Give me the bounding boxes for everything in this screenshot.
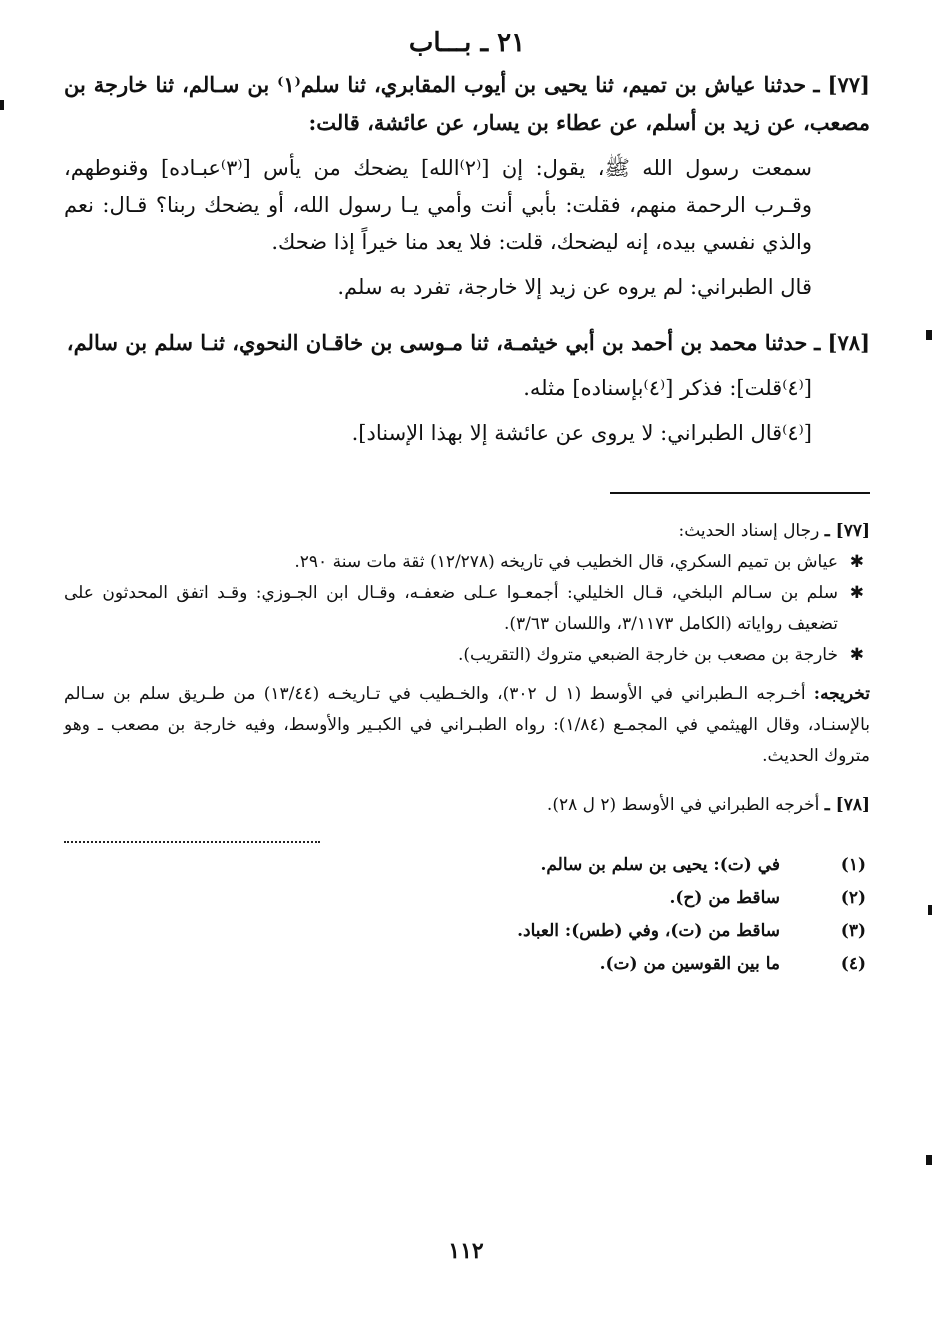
hadith-78-line2: [⁽٤⁾قال الطبراني: لا يروى عن عائشة إلا بهذا الإسناد]. [351, 421, 812, 445]
variant-note-number: (٤) [840, 954, 866, 974]
variant-note [64, 882, 870, 915]
hadith-isnad-text: حدثنا عياش بن تميم، ثنا يحيى بن أيوب المقابري، ثنا سلم⁽١⁾ بن سـالم، ثنا خارجة بن مصعب، عن زيد بن أسلم، عن عطاء بن يسار، عن عائشة، قالت: [64, 72, 870, 135]
footnote-heading-text: رجال إسناد الحديث: [678, 521, 820, 541]
footnote-78-text: أخرجه الطبراني في الأوسط (٢ ل ٢٨). [546, 795, 820, 815]
variant-note-text: ساقط من (ح). [669, 888, 780, 908]
variant-note [64, 948, 870, 981]
margin-mark [0, 100, 4, 110]
hadith-78-isnad [64, 324, 870, 362]
variant-note-text: ساقط من (ت)، وفي (طس): العباد. [517, 921, 780, 941]
margin-mark [926, 1155, 932, 1165]
variant-note-text: ما بين القوسين من (ت). [599, 954, 780, 974]
footnote-number: [٧٧] ـ [824, 521, 870, 541]
variant-note [64, 915, 870, 948]
footnote-bullet [64, 547, 870, 578]
takhrij-text: أخـرجه الـطبراني في الأوسط (١ ل ٣٠٢)، والخـطيب في تـاريخـه (١٣/٤٤) من طـريق سلم بن سـالم بالإسنـاد، وقال الهيثمي في المجمـع (١/٨٤): رواه الطبـراني في الكبـير والأوسط، وفيه خارجة بن مصعب ـ وهو متروك الحديث. [64, 684, 870, 766]
footnote-takhrij [64, 679, 870, 772]
chapter-title: ٢١ ـ بـــاب [408, 28, 526, 58]
bullet-text: سلم بن سـالم البلخي، قـال الخليلي: أجمعـوا عـلى ضعفـه، وقـال ابن الجـوزي: وقـد اتفق المحدثون على تضعيف رواياته (الكامل ٣/١١٧٣، واللسان ٣/٦٣). [64, 583, 838, 634]
variant-note-number: (٣) [840, 921, 866, 941]
variant-notes-separator [64, 841, 320, 843]
hadith-isnad-text: حدثنا محمد بن أحمد بن أبي خيثمـة، ثنا مـوسى بن خاقـان النحوي، ثنـا سلم بن سالم، [66, 330, 808, 355]
hadith-number: [٧٨] ـ [814, 330, 870, 355]
bullet-icon: ✱ [849, 552, 864, 572]
footnote-number: [٧٨] ـ [824, 795, 870, 815]
takhrij-label: تخريجه: [813, 684, 870, 704]
margin-mark [928, 905, 932, 915]
bullet-icon: ✱ [849, 583, 864, 603]
footnote-77-heading [64, 516, 870, 547]
hadith-77-matn: سمعت رسول الله ﷺ، يقول: إن [⁽٢⁾الله] يضحك من يأس [⁽٣⁾عبـاده] وقنوطهم، وقـرب الرحمة منهم، فقلت: بأبي أنت وأمي يـا رسول الله، أو يضحك ربنا؟ قـال: نعم والذي نفسي بيده، إنه ليضحك، قلت: فلا يعد منا خيراً إذا ضحك. [64, 156, 812, 254]
hadith-78-line1: [⁽٤⁾قلت]: فذكر [⁽٤⁾بإسناده] مثله. [523, 376, 812, 400]
bullet-text: عياش بن تميم السكري، قال الخطيب في تاريخه (١٢/٢٧٨) ثقة مات سنة ٢٩٠. [294, 552, 838, 572]
bullet-text: خارجة بن مصعب بن خارجة الضبعي متروك (التقريب). [457, 645, 838, 665]
variant-note-number: (٢) [840, 888, 866, 908]
variant-note-number: (١) [840, 855, 866, 875]
hadith-77-tabarani-note: قال الطبراني: لم يروه عن زيد إلا خارجة، تفرد به سلم. [337, 275, 812, 299]
variant-note [64, 849, 870, 882]
footnote-78 [64, 790, 870, 821]
hadith-77-isnad [64, 66, 870, 142]
page-number: ١١٢ [448, 1238, 484, 1264]
hadith-number: [٧٧] ـ [813, 72, 870, 97]
footnote-bullet [64, 578, 870, 640]
bullet-icon: ✱ [849, 645, 864, 665]
page-body [64, 28, 870, 981]
variant-note-text: في (ت): يحيى بن سلم بن سالم. [540, 855, 780, 875]
footnote-bullet [64, 640, 870, 671]
margin-mark [926, 330, 932, 340]
footnote-separator [610, 492, 870, 494]
